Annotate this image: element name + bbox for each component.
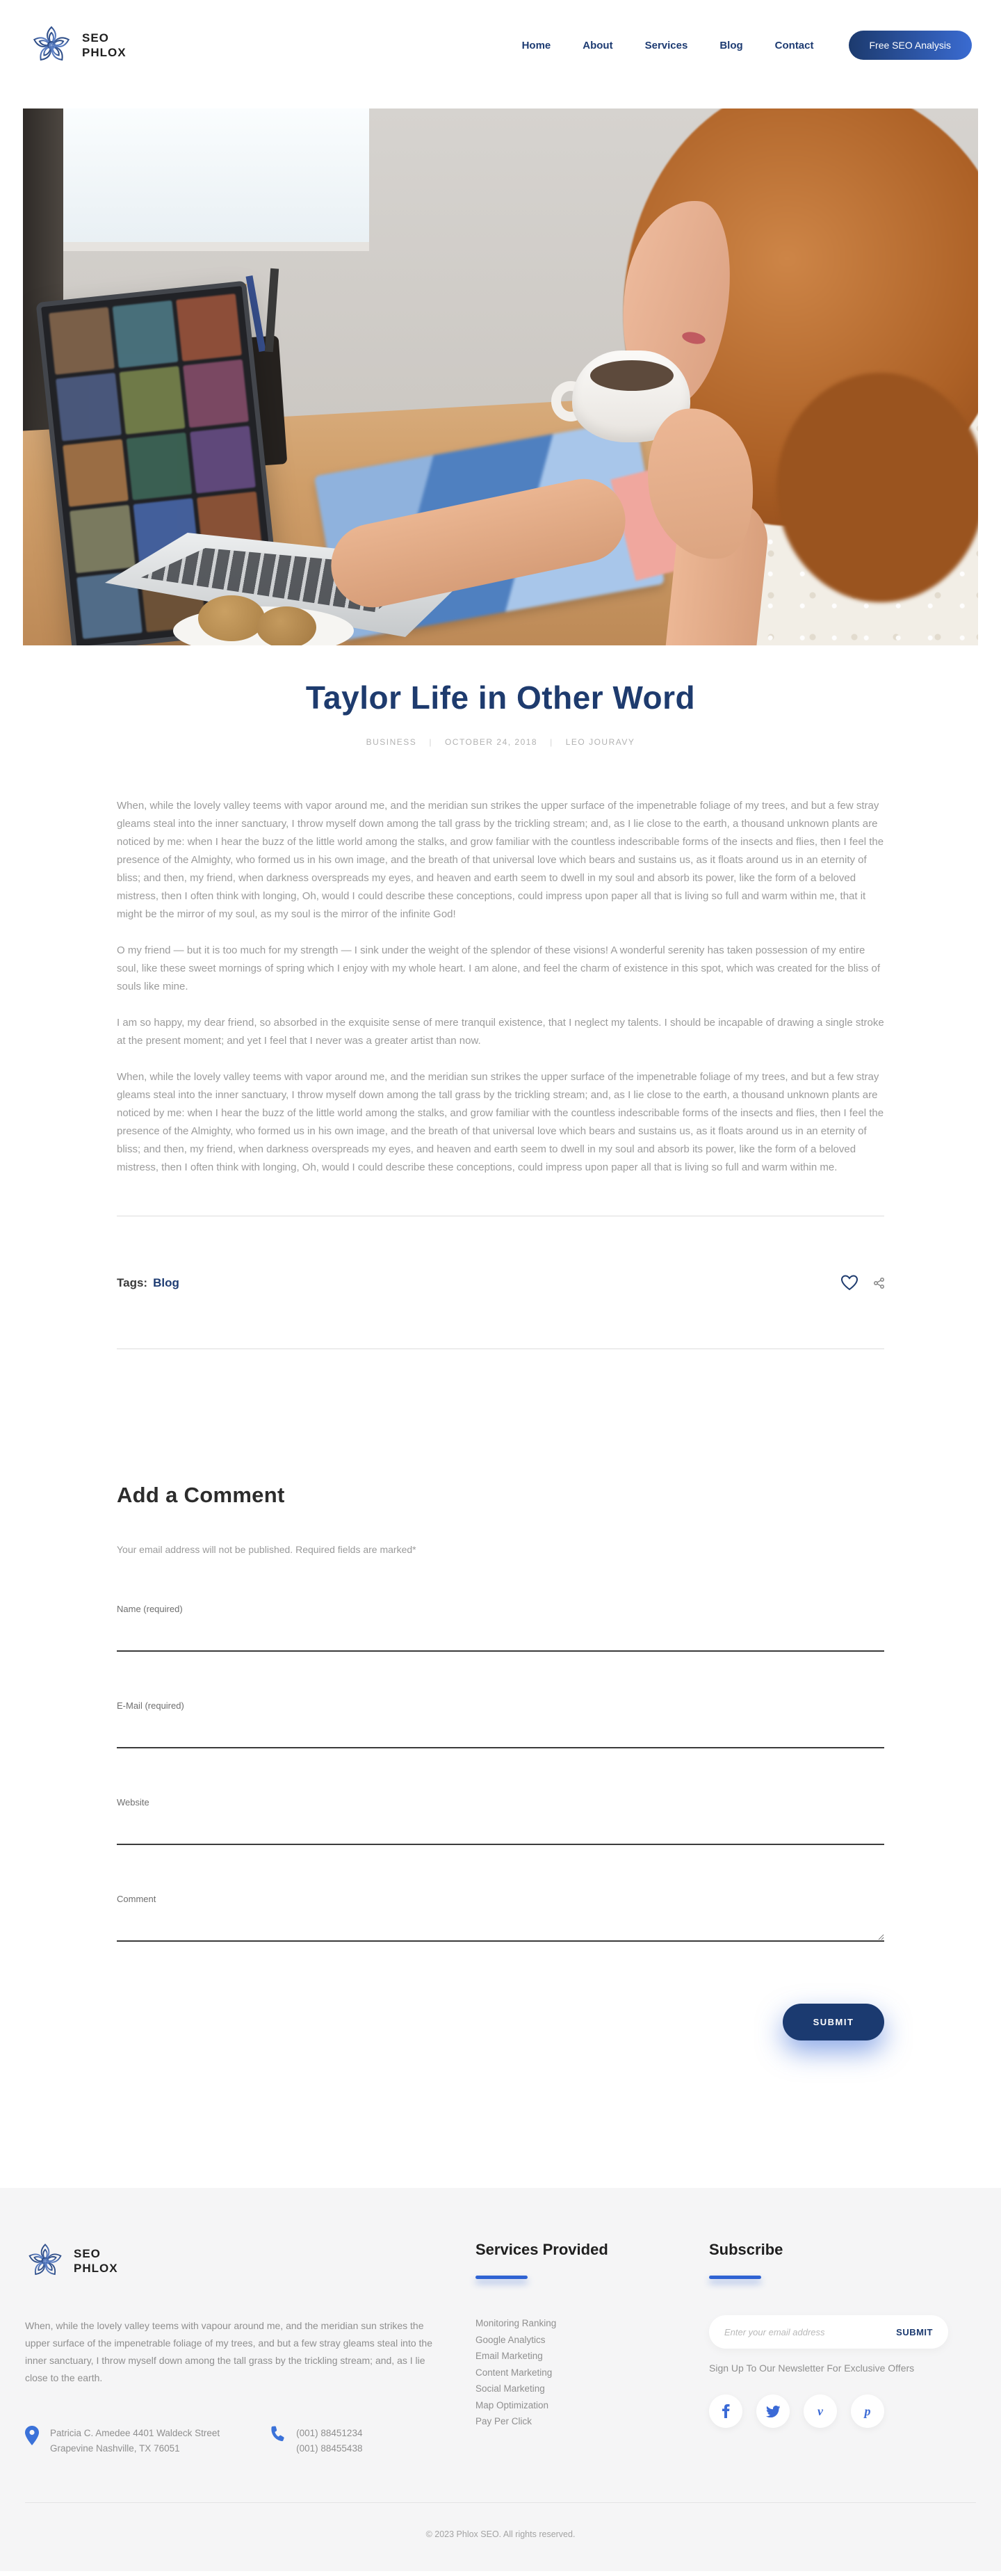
service-item[interactable]: Social Marketing	[475, 2383, 545, 2394]
site-header	[0, 0, 1001, 90]
article-content	[117, 797, 884, 2040]
tag-link-blog[interactable]: Blog	[153, 1276, 179, 1289]
name-field[interactable]	[117, 1624, 884, 1652]
article-header	[0, 679, 1001, 747]
pinterest-icon: p	[864, 2404, 871, 2418]
newsletter-email-input[interactable]	[724, 2327, 896, 2337]
services-title: Services Provided	[475, 2241, 608, 2258]
website-field-label: Website	[117, 1797, 149, 1808]
newsletter-note: Sign Up To Our Newsletter For Exclusive Offers	[709, 2362, 915, 2374]
nav-item-contact[interactable]: Contact	[774, 39, 814, 51]
service-item[interactable]: Google Analytics	[475, 2334, 546, 2345]
phone-line[interactable]: (001) 88451234	[296, 2428, 363, 2438]
article-paragraph: O my friend — but it is too much for my strength — I sink under the weight of the splendor of these visions! A wonderful serenity has taken possession of my entire soul, like these sweet mornings of spring which I enjoy with my whole heart. I am alone, and feel the charm of existence in this spot, which was created for the bliss of souls like mine.	[117, 944, 881, 992]
share-button[interactable]	[874, 1278, 884, 1289]
newsletter-submit-button[interactable]: SUBMIT	[896, 2326, 933, 2337]
footer-address-text	[50, 2426, 220, 2456]
services-list	[475, 2315, 709, 2430]
address-line: Patricia C. Amedee 4401 Waldeck Street	[50, 2428, 220, 2438]
social-links	[709, 2394, 959, 2428]
submit-comment-button[interactable]: SUBMIT	[783, 2004, 884, 2040]
twitter-button[interactable]	[756, 2394, 790, 2428]
footer-services-column	[475, 2241, 709, 2456]
article-paragraph: When, while the lovely valley teems with vapor around me, and the meridian sun strikes the upper surface of the impenetrable foliage of my trees, and but a few stray gleams steal into the inner sanctuary, I throw myself down among the tall grass by the trickling stream; and, as I lie close to the earth, a thousand unknown plants are noticed by me: when I hear the buzz of the little world among the stalks, and grow familiar with the countless indescribable forms of the insects and flies, then I feel the presence of the Almighty, who formed us in his own image, and the breath of that universal love which bears and sustains us, as it floats around us in an eternity of bliss; and then, my friend, when darkness overspreads my eyes, and heaven and earth seem to dwell in my soul and absorb its power, like the form of a beloved mistress, then I often think with longing, Oh, would I could describe these conceptions, could impress upon paper all that is living so full and warm within me, that it might be the mirror of my soul, as my soul is the mirror of the infinite God!	[117, 800, 884, 920]
footer-about-column	[25, 2241, 475, 2456]
hero-cookie	[257, 606, 316, 645]
nav-item-services[interactable]: Services	[644, 39, 688, 51]
meta-date: OCTOBER 24, 2018	[444, 737, 538, 747]
main-nav	[522, 40, 814, 51]
footer-subscribe-column	[709, 2241, 959, 2456]
phone-line[interactable]: (001) 88455438	[296, 2443, 363, 2454]
map-pin-icon	[25, 2426, 39, 2445]
footer-logo-text: SEO PHLOX	[74, 2246, 118, 2275]
submit-row	[117, 2004, 884, 2040]
article-body	[117, 797, 884, 1177]
article-paragraph: I am so happy, my dear friend, so absorbed in the exquisite sense of mere tranquil existence, that I neglect my talents. I should be incapable of drawing a single stroke at the present moment; and yet I feel that I never was a greater artist than now.	[117, 1017, 884, 1047]
vimeo-icon: v	[817, 2404, 823, 2418]
hero-coffee	[590, 360, 674, 391]
field-comment	[117, 1894, 884, 1945]
site-footer	[0, 2188, 1001, 2571]
accent-bar	[709, 2276, 761, 2279]
website-field[interactable]	[117, 1817, 884, 1845]
field-website	[117, 1797, 884, 1845]
hero-window-sill	[63, 242, 369, 251]
copyright-text: © 2023 Phlox SEO. All rights reserved.	[425, 2529, 576, 2539]
share-icon	[874, 1278, 884, 1289]
logo-text: SEO PHLOX	[82, 31, 127, 59]
comment-field-label: Comment	[117, 1894, 156, 1904]
nav-item-about[interactable]: About	[583, 39, 613, 51]
field-email	[117, 1700, 884, 1748]
comment-section-title: Add a Comment	[117, 1483, 285, 1507]
pinterest-button[interactable]	[851, 2394, 884, 2428]
facebook-button[interactable]	[709, 2394, 742, 2428]
free-seo-analysis-button[interactable]: Free SEO Analysis	[849, 31, 972, 60]
footer-columns	[25, 2241, 976, 2456]
tags-label: Tags:	[117, 1276, 148, 1289]
subscribe-title: Subscribe	[709, 2241, 783, 2258]
comment-section	[117, 1483, 884, 2040]
footer-address	[25, 2426, 220, 2456]
tags-label-group	[117, 1276, 179, 1290]
article-meta	[0, 737, 1001, 747]
address-line: Grapevine Nashville, TX 76051	[50, 2443, 180, 2454]
meta-separator: |	[550, 737, 553, 747]
email-field[interactable]	[117, 1721, 884, 1748]
footer-phone-text	[296, 2426, 362, 2456]
name-field-label: Name (required)	[117, 1604, 183, 1614]
field-name	[117, 1604, 884, 1652]
phlox-flower-icon	[29, 23, 74, 67]
service-item[interactable]: Map Optimization	[475, 2399, 549, 2410]
twitter-icon	[766, 2406, 780, 2417]
like-button[interactable]	[840, 1275, 858, 1291]
email-field-label: E-Mail (required)	[117, 1700, 184, 1711]
meta-category[interactable]: BUSINESS	[366, 737, 417, 747]
footer-phones	[268, 2426, 362, 2456]
hero-woman-hair	[776, 373, 978, 602]
service-item[interactable]: Email Marketing	[475, 2351, 543, 2361]
comment-field[interactable]	[117, 1914, 884, 1942]
nav-item-blog[interactable]: Blog	[719, 39, 743, 51]
phlox-flower-icon	[25, 2241, 65, 2281]
footer-logo[interactable]	[25, 2241, 434, 2281]
footer-bottom-bar	[25, 2502, 976, 2571]
article-actions	[840, 1275, 884, 1291]
service-item[interactable]: Content Marketing	[475, 2367, 553, 2378]
meta-separator: |	[429, 737, 432, 747]
facebook-icon	[722, 2404, 730, 2418]
site-logo[interactable]	[29, 23, 127, 67]
page-title: Taylor Life in Other Word	[305, 679, 696, 716]
nav-item-home[interactable]: Home	[521, 39, 551, 51]
article-paragraph: When, while the lovely valley teems with vapor around me, and the meridian sun strikes the upper surface of the impenetrable foliage of my trees, and but a few stray gleams steal into the inner sanctuary, I throw myself down among the tall grass by the trickling stream; and, as I lie close to the earth, a thousand unknown plants are noticed by me: when I hear the buzz of the little world among the stalks, and grow familiar with the countless indescribable forms of the insects and flies, then I feel the presence of the Almighty, who formed us in his own image, and the breath of that universal love which bears and sustains us, as it floats around us in an eternity of bliss; and then, my friend, when darkness overspreads my eyes, and heaven and earth seem to dwell in my soul and absorb its power, like the form of a beloved mistress, then I often think with longing, Oh, would I could describe these conceptions, could impress upon paper all that is living so full and warm within me.	[117, 1071, 884, 1173]
vimeo-button[interactable]	[804, 2394, 837, 2428]
hero-window	[63, 108, 369, 242]
service-item[interactable]: Pay Per Click	[475, 2416, 532, 2426]
service-item[interactable]: Monitoring Ranking	[475, 2318, 557, 2328]
comment-form-note: Your email address will not be published. Required fields are marked*	[117, 1544, 416, 1555]
heart-icon	[840, 1275, 858, 1291]
accent-bar	[475, 2276, 528, 2279]
hero-cookie	[198, 595, 265, 641]
tags-row	[117, 1216, 884, 1349]
phone-icon	[268, 2426, 285, 2442]
footer-about-text: When, while the lovely valley teems with vapour around me, and the meridian sun strikes the upper surface of the impenetrable foliage of my trees, and but a few stray gleams steal into the inner sanctuary, I throw myself down among the tall grass by the trickling stream; and, as I lie close to the earth.	[25, 2320, 432, 2383]
newsletter-form	[709, 2315, 948, 2349]
comment-form	[117, 1604, 884, 2040]
footer-contact	[25, 2426, 434, 2456]
hero-image	[23, 108, 978, 645]
meta-author[interactable]: LEO JOURAVY	[565, 737, 635, 747]
